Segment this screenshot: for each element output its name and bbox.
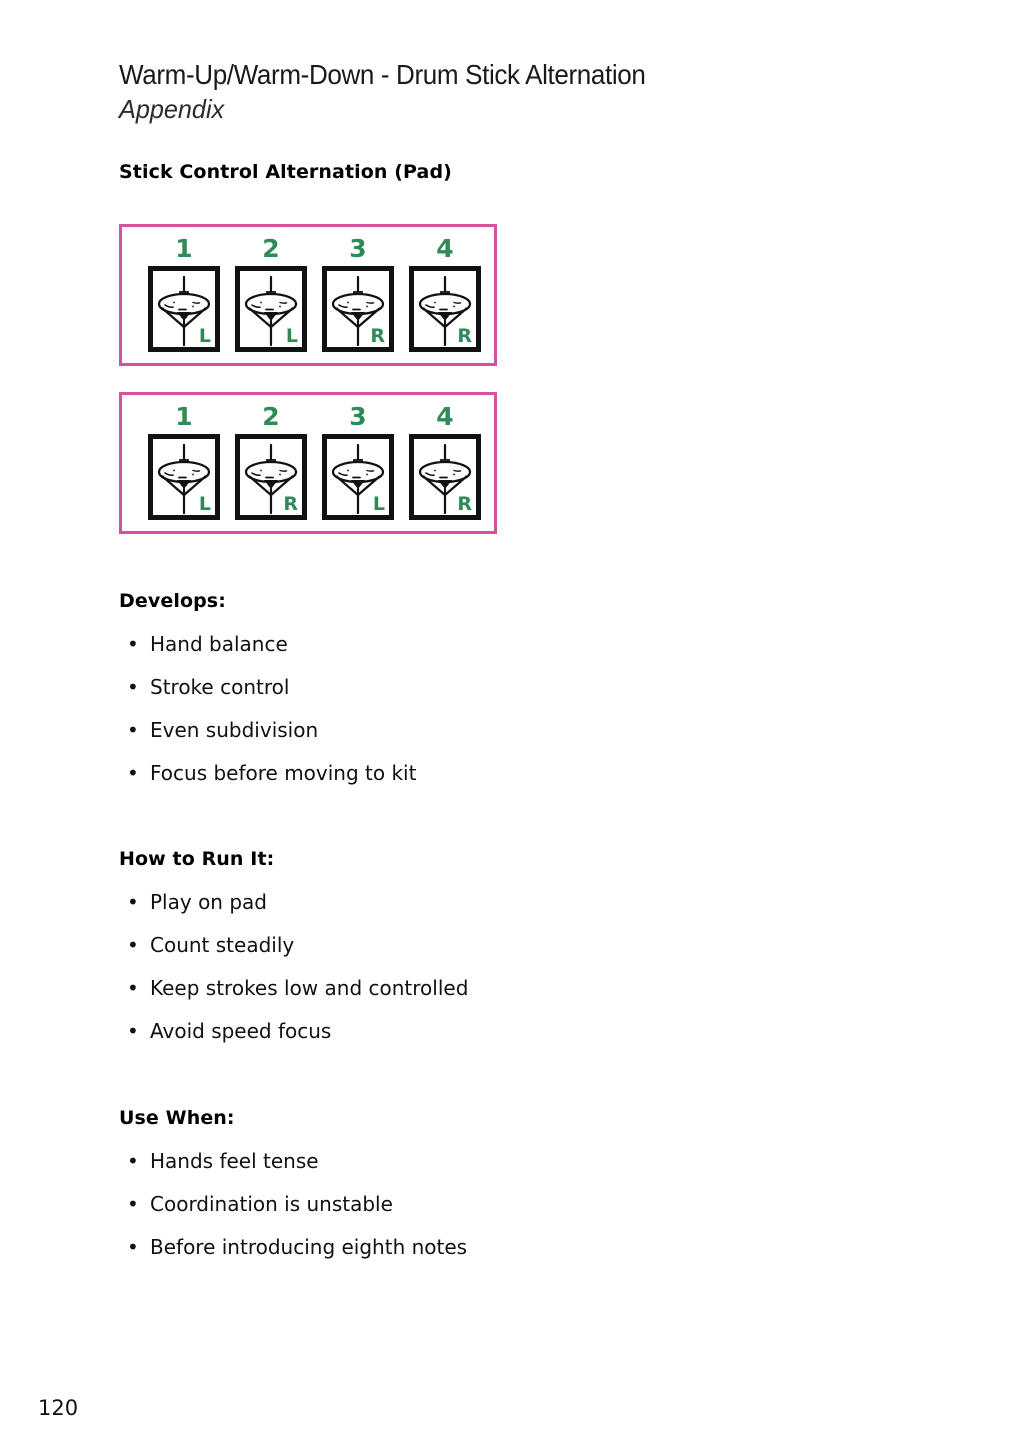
beat-box [235, 266, 307, 352]
beat-number: 3 [349, 234, 367, 263]
beat-box [235, 434, 307, 520]
hand-label: L [285, 325, 298, 347]
beat-cell [322, 403, 394, 520]
hand-label: R [370, 325, 385, 347]
bullet-icon: • [127, 1235, 139, 1259]
list-item-label: Coordination is unstable [150, 1192, 393, 1216]
list-item-label: Count steadily [150, 933, 295, 957]
bullet-icon: • [127, 890, 139, 914]
beat-cell [148, 403, 220, 520]
bullet-icon: • [127, 761, 139, 785]
beat-number: 4 [436, 402, 454, 431]
section-heading: How to Run It: [119, 848, 275, 870]
list-item-label: Even subdivision [150, 718, 319, 742]
beat-box [409, 434, 481, 520]
list-item-label: Hands feel tense [150, 1149, 319, 1173]
beat-box [148, 266, 220, 352]
beat-cell [409, 235, 481, 352]
list-item [119, 623, 899, 666]
bullet-icon: • [127, 632, 139, 656]
bullet-icon: • [127, 1149, 139, 1173]
list-item [119, 752, 899, 795]
beat-number: 4 [436, 234, 454, 263]
bullet-icon: • [127, 675, 139, 699]
list-item-label: Keep strokes low and controlled [150, 976, 469, 1000]
page-subtitle: Appendix [119, 94, 225, 124]
beat-box [409, 266, 481, 352]
beat-cell [322, 235, 394, 352]
beat-box [148, 434, 220, 520]
beat-box [322, 434, 394, 520]
hand-label: L [198, 325, 211, 347]
pattern-section-title: Stick Control Alternation (Pad) [119, 161, 452, 183]
list-item [119, 709, 899, 752]
bullet-icon: • [127, 1019, 139, 1043]
bullet-icon: • [127, 933, 139, 957]
hand-label: L [372, 493, 385, 515]
section-develops [119, 590, 899, 795]
list-item [119, 1226, 899, 1269]
section-use-when [119, 1107, 899, 1269]
section-heading: Use When: [119, 1107, 235, 1129]
page-title: Warm-Up/Warm-Down - Drum Stick Alternation [119, 59, 646, 90]
section-how-to-run-it [119, 848, 899, 1053]
beat-row-1 [122, 227, 494, 352]
list-item-label: Stroke control [150, 675, 290, 699]
pattern-block-1 [119, 224, 497, 366]
list-item [119, 967, 899, 1010]
list-item-label: Focus before moving to kit [150, 761, 417, 785]
list-item [119, 1140, 899, 1183]
bullet-list [119, 881, 899, 1053]
list-item [119, 881, 899, 924]
beat-row-2 [122, 395, 494, 520]
section-heading: Develops: [119, 590, 226, 612]
page-header [119, 58, 919, 125]
beat-number: 1 [175, 402, 193, 431]
hand-label: L [198, 493, 211, 515]
list-item-label: Avoid speed focus [150, 1019, 332, 1043]
beat-cell [148, 235, 220, 352]
beat-number: 2 [262, 402, 280, 431]
page-number: 120 [38, 1396, 79, 1420]
hand-label: R [457, 325, 472, 347]
hand-label: R [283, 493, 298, 515]
hand-label: R [457, 493, 472, 515]
beat-cell [409, 403, 481, 520]
bullet-icon: • [127, 1192, 139, 1216]
list-item-label: Play on pad [150, 890, 267, 914]
bullet-icon: • [127, 718, 139, 742]
beat-box [322, 266, 394, 352]
bullet-list [119, 1140, 899, 1269]
list-item-label: Hand balance [150, 632, 288, 656]
list-item-label: Before introducing eighth notes [150, 1235, 468, 1259]
list-item [119, 1183, 899, 1226]
beat-number: 3 [349, 402, 367, 431]
pattern-block-2 [119, 392, 497, 534]
list-item [119, 666, 899, 709]
beat-number: 1 [175, 234, 193, 263]
bullet-icon: • [127, 976, 139, 1000]
bullet-list [119, 623, 899, 795]
beat-cell [235, 235, 307, 352]
list-item [119, 1010, 899, 1053]
beat-cell [235, 403, 307, 520]
list-item [119, 924, 899, 967]
beat-number: 2 [262, 234, 280, 263]
